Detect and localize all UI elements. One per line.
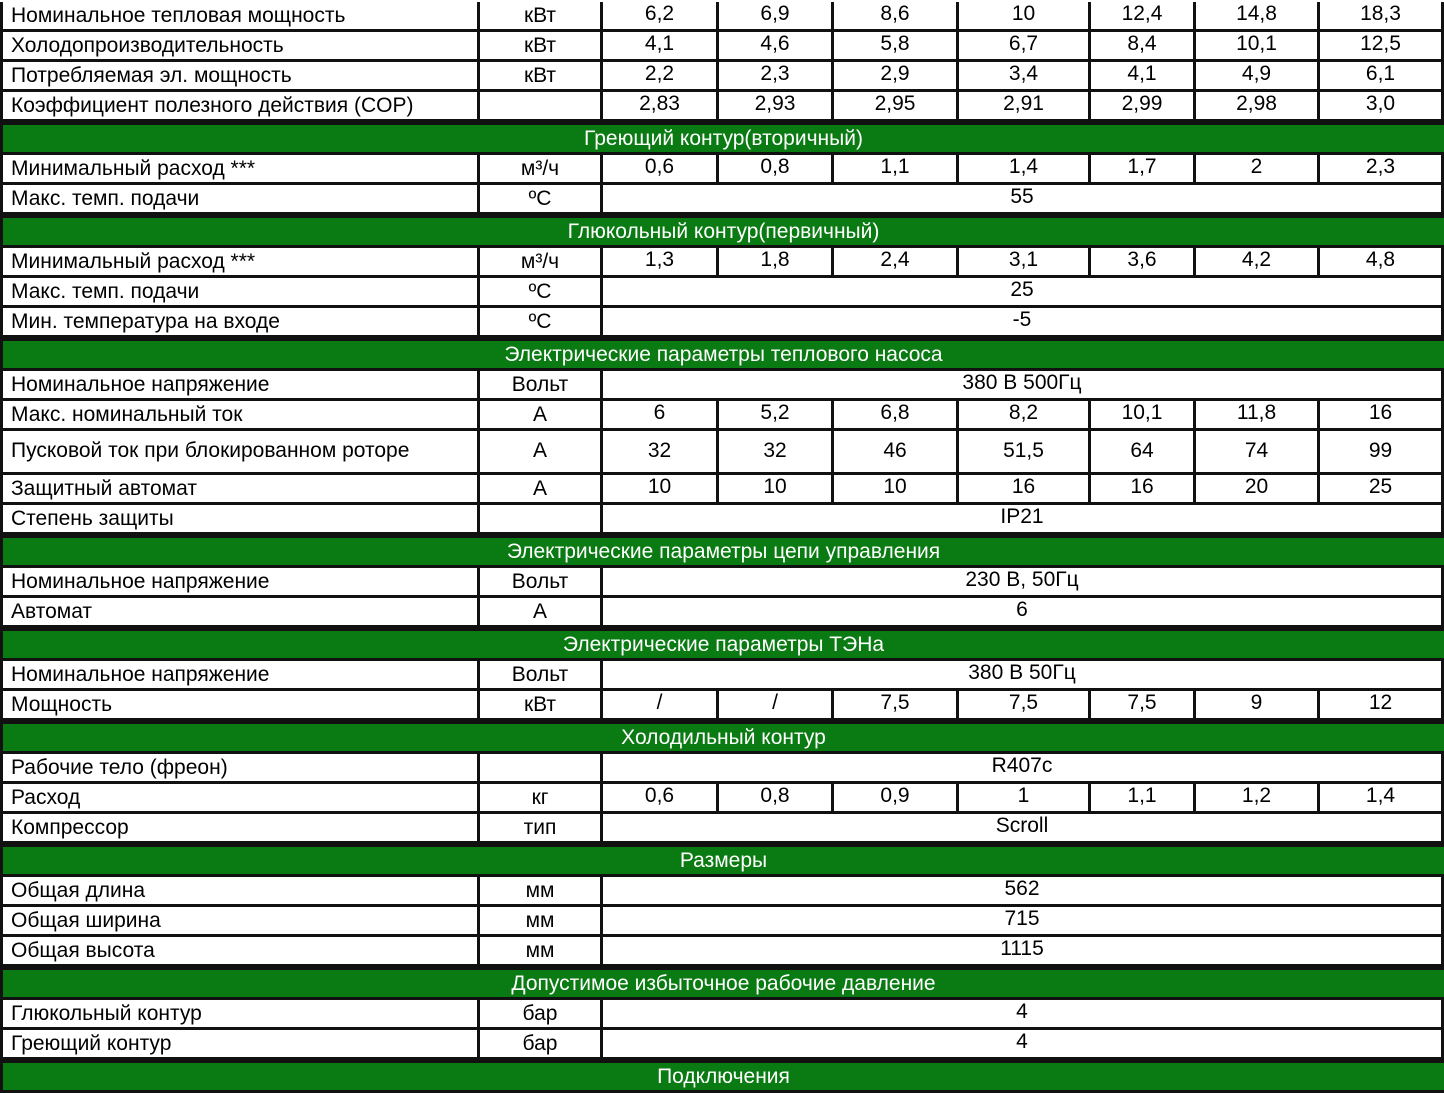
value-cell: 0,6 bbox=[603, 784, 719, 814]
value-cell: 32 bbox=[603, 431, 719, 475]
section-title: Допустимое избыточное рабочие давление bbox=[3, 967, 1444, 1000]
parameter-name: Номинальное напряжение bbox=[0, 371, 480, 401]
shared-value-cell: 380 В 500Гц bbox=[603, 371, 1444, 401]
unit-cell: Вольт bbox=[480, 661, 603, 691]
value-cell: 51,5 bbox=[959, 431, 1091, 475]
table-row bbox=[0, 1000, 1444, 1030]
value-cell: 8,6 bbox=[834, 2, 959, 32]
table-row bbox=[0, 475, 1444, 505]
unit-cell: A bbox=[480, 431, 603, 475]
parameter-name: Греющий контур bbox=[0, 1030, 480, 1060]
unit-cell: A bbox=[480, 598, 603, 628]
parameter-name: Автомат bbox=[0, 598, 480, 628]
value-cell: 16 bbox=[959, 475, 1091, 505]
value-cell: 3,6 bbox=[1091, 248, 1196, 278]
section-header-row bbox=[0, 1060, 1444, 1093]
parameter-name: Макс. темп. подачи bbox=[0, 185, 480, 215]
value-cell: 2,9 bbox=[834, 62, 959, 92]
section-title: Глюкольный контур(первичный) bbox=[3, 215, 1444, 248]
unit-cell bbox=[480, 754, 603, 784]
section-title: Размеры bbox=[3, 844, 1444, 877]
table-row bbox=[0, 568, 1444, 598]
unit-cell: кВт bbox=[480, 691, 603, 721]
table-row bbox=[0, 401, 1444, 431]
shared-value-cell: 380 В 50Гц bbox=[603, 661, 1444, 691]
value-cell: 4,1 bbox=[1091, 62, 1196, 92]
table-row bbox=[0, 754, 1444, 784]
value-cell: 2,4 bbox=[834, 248, 959, 278]
parameter-name: Пусковой ток при блокированном роторе bbox=[0, 431, 480, 475]
table-row bbox=[0, 185, 1444, 215]
table-row bbox=[0, 598, 1444, 628]
value-cell: 1,4 bbox=[959, 155, 1091, 185]
table-row bbox=[0, 937, 1444, 967]
section-title: Греющий контур(вторичный) bbox=[3, 122, 1444, 155]
parameter-name: Мин. температура на входе bbox=[0, 308, 480, 338]
value-cell: 2,3 bbox=[1320, 155, 1444, 185]
section-header-row bbox=[0, 338, 1444, 371]
table-row bbox=[0, 691, 1444, 721]
value-cell: 10 bbox=[959, 2, 1091, 32]
value-cell: 2,95 bbox=[834, 92, 959, 122]
shared-value-cell: 562 bbox=[603, 877, 1444, 907]
section-header-row bbox=[0, 967, 1444, 1000]
unit-cell: ºC bbox=[480, 185, 603, 215]
value-cell: 7,5 bbox=[1091, 691, 1196, 721]
value-cell: 18,3 bbox=[1320, 2, 1444, 32]
value-cell: 4,1 bbox=[603, 32, 719, 62]
value-cell: 46 bbox=[834, 431, 959, 475]
parameter-name: Макс. номинальный ток bbox=[0, 401, 480, 431]
value-cell: 6 bbox=[603, 401, 719, 431]
unit-cell: A bbox=[480, 401, 603, 431]
value-cell: 12,5 bbox=[1320, 32, 1444, 62]
parameter-name: Глюкольный контур bbox=[0, 1000, 480, 1030]
unit-cell: кВт bbox=[480, 32, 603, 62]
value-cell: 7,5 bbox=[834, 691, 959, 721]
shared-value-cell: 1115 bbox=[603, 937, 1444, 967]
value-cell: 2,98 bbox=[1196, 92, 1320, 122]
unit-cell: м³/ч bbox=[480, 248, 603, 278]
value-cell: / bbox=[603, 691, 719, 721]
parameter-name: Компрессор bbox=[0, 814, 480, 844]
table-row bbox=[0, 371, 1444, 401]
value-cell: 32 bbox=[719, 431, 834, 475]
shared-value-cell: Scroll bbox=[603, 814, 1444, 844]
value-cell: 10 bbox=[719, 475, 834, 505]
table-row bbox=[0, 32, 1444, 62]
value-cell: 3,0 bbox=[1320, 92, 1444, 122]
parameter-name: Мощность bbox=[0, 691, 480, 721]
section-header-row bbox=[0, 844, 1444, 877]
value-cell: 10 bbox=[603, 475, 719, 505]
value-cell: 1,8 bbox=[719, 248, 834, 278]
value-cell: 2,3 bbox=[719, 62, 834, 92]
table-row bbox=[0, 155, 1444, 185]
table-row bbox=[0, 505, 1444, 535]
unit-cell: бар bbox=[480, 1030, 603, 1060]
section-title: Электрические параметры ТЭНа bbox=[3, 628, 1444, 661]
section-title: Электрические параметры цепи управления bbox=[3, 535, 1444, 568]
parameter-name: Минимальный расход *** bbox=[0, 248, 480, 278]
table-row bbox=[0, 62, 1444, 92]
parameter-name: Холодопроизводительность bbox=[0, 32, 480, 62]
value-cell: 1,7 bbox=[1091, 155, 1196, 185]
table-row bbox=[0, 907, 1444, 937]
unit-cell: Вольт bbox=[480, 371, 603, 401]
value-cell: 2,91 bbox=[959, 92, 1091, 122]
table-row bbox=[0, 814, 1444, 844]
value-cell: 9 bbox=[1196, 691, 1320, 721]
value-cell: 0,9 bbox=[834, 784, 959, 814]
value-cell: 12 bbox=[1320, 691, 1444, 721]
parameter-name: Потребляемая эл. мощность bbox=[0, 62, 480, 92]
shared-value-cell: 230 В, 50Гц bbox=[603, 568, 1444, 598]
unit-cell: A bbox=[480, 475, 603, 505]
value-cell: 2,83 bbox=[603, 92, 719, 122]
table-row bbox=[0, 877, 1444, 907]
section-title: Холодильный контур bbox=[3, 721, 1444, 754]
unit-cell: кВт bbox=[480, 62, 603, 92]
parameter-name: Минимальный расход *** bbox=[0, 155, 480, 185]
value-cell: 6,7 bbox=[959, 32, 1091, 62]
value-cell: 64 bbox=[1091, 431, 1196, 475]
value-cell: 2,99 bbox=[1091, 92, 1196, 122]
value-cell: 8,2 bbox=[959, 401, 1091, 431]
value-cell: 1 bbox=[959, 784, 1091, 814]
unit-cell: Вольт bbox=[480, 568, 603, 598]
value-cell: 4,6 bbox=[719, 32, 834, 62]
value-cell: 1,3 bbox=[603, 248, 719, 278]
value-cell: 0,6 bbox=[603, 155, 719, 185]
value-cell: 1,1 bbox=[1091, 784, 1196, 814]
section-title: Электрические параметры теплового насоса bbox=[3, 338, 1444, 371]
parameter-name: Защитный автомат bbox=[0, 475, 480, 505]
section-header-row bbox=[0, 628, 1444, 661]
value-cell: 16 bbox=[1091, 475, 1196, 505]
unit-cell: бар bbox=[480, 1000, 603, 1030]
table-row bbox=[0, 661, 1444, 691]
value-cell: 7,5 bbox=[959, 691, 1091, 721]
table-row bbox=[0, 1030, 1444, 1060]
value-cell: 74 bbox=[1196, 431, 1320, 475]
value-cell: 2,2 bbox=[603, 62, 719, 92]
unit-cell bbox=[480, 92, 603, 122]
parameter-name: Номинальное напряжение bbox=[0, 661, 480, 691]
shared-value-cell: -5 bbox=[603, 308, 1444, 338]
parameter-name: Номинальное тепловая мощность bbox=[0, 2, 480, 32]
value-cell: 5,8 bbox=[834, 32, 959, 62]
parameter-name: Общая высота bbox=[0, 937, 480, 967]
unit-cell: кВт bbox=[480, 2, 603, 32]
value-cell: 11,8 bbox=[1196, 401, 1320, 431]
value-cell: 4,8 bbox=[1320, 248, 1444, 278]
section-title: Подключения bbox=[3, 1060, 1444, 1093]
parameter-name: Макс. темп. подачи bbox=[0, 278, 480, 308]
value-cell: 1,4 bbox=[1320, 784, 1444, 814]
table-row bbox=[0, 784, 1444, 814]
table-row bbox=[0, 431, 1444, 475]
value-cell: 99 bbox=[1320, 431, 1444, 475]
value-cell: 1,1 bbox=[834, 155, 959, 185]
value-cell: 1,2 bbox=[1196, 784, 1320, 814]
table-row bbox=[0, 278, 1444, 308]
shared-value-cell: IP21 bbox=[603, 505, 1444, 535]
value-cell: 25 bbox=[1320, 475, 1444, 505]
parameter-name: Степень защиты bbox=[0, 505, 480, 535]
value-cell: 4,2 bbox=[1196, 248, 1320, 278]
shared-value-cell: 6 bbox=[603, 598, 1444, 628]
shared-value-cell: 55 bbox=[603, 185, 1444, 215]
shared-value-cell: 25 bbox=[603, 278, 1444, 308]
value-cell: 6,8 bbox=[834, 401, 959, 431]
value-cell: 4,9 bbox=[1196, 62, 1320, 92]
value-cell: / bbox=[719, 691, 834, 721]
value-cell: 6,2 bbox=[603, 2, 719, 32]
parameter-name: Общая ширина bbox=[0, 907, 480, 937]
unit-cell: м³/ч bbox=[480, 155, 603, 185]
unit-cell: мм bbox=[480, 937, 603, 967]
value-cell: 0,8 bbox=[719, 155, 834, 185]
section-header-row bbox=[0, 721, 1444, 754]
value-cell: 10 bbox=[834, 475, 959, 505]
value-cell: 20 bbox=[1196, 475, 1320, 505]
value-cell: 12,4 bbox=[1091, 2, 1196, 32]
parameter-name: Общая длина bbox=[0, 877, 480, 907]
value-cell: 5,2 bbox=[719, 401, 834, 431]
value-cell: 8,4 bbox=[1091, 32, 1196, 62]
parameter-name: Расход bbox=[0, 784, 480, 814]
unit-cell: кг bbox=[480, 784, 603, 814]
unit-cell: мм bbox=[480, 877, 603, 907]
shared-value-cell: 4 bbox=[603, 1000, 1444, 1030]
value-cell: 3,1 bbox=[959, 248, 1091, 278]
value-cell: 0,8 bbox=[719, 784, 834, 814]
table-row bbox=[0, 308, 1444, 338]
value-cell: 2,93 bbox=[719, 92, 834, 122]
parameter-name: Коэффициент полезного действия (COP) bbox=[0, 92, 480, 122]
table-row bbox=[0, 2, 1444, 32]
value-cell: 3,4 bbox=[959, 62, 1091, 92]
unit-cell: тип bbox=[480, 814, 603, 844]
value-cell: 2 bbox=[1196, 155, 1320, 185]
parameter-name: Рабочие тело (фреон) bbox=[0, 754, 480, 784]
value-cell: 6,1 bbox=[1320, 62, 1444, 92]
parameter-name: Номинальное напряжение bbox=[0, 568, 480, 598]
value-cell: 10,1 bbox=[1091, 401, 1196, 431]
unit-cell: мм bbox=[480, 907, 603, 937]
shared-value-cell: 715 bbox=[603, 907, 1444, 937]
table-row bbox=[0, 92, 1444, 122]
unit-cell: ºC bbox=[480, 278, 603, 308]
value-cell: 14,8 bbox=[1196, 2, 1320, 32]
section-header-row bbox=[0, 215, 1444, 248]
section-header-row bbox=[0, 535, 1444, 568]
value-cell: 6,9 bbox=[719, 2, 834, 32]
table-row bbox=[0, 248, 1444, 278]
section-header-row bbox=[0, 122, 1444, 155]
shared-value-cell: 4 bbox=[603, 1030, 1444, 1060]
unit-cell bbox=[480, 505, 603, 535]
unit-cell: ºC bbox=[480, 308, 603, 338]
value-cell: 16 bbox=[1320, 401, 1444, 431]
value-cell: 10,1 bbox=[1196, 32, 1320, 62]
shared-value-cell: R407c bbox=[603, 754, 1444, 784]
